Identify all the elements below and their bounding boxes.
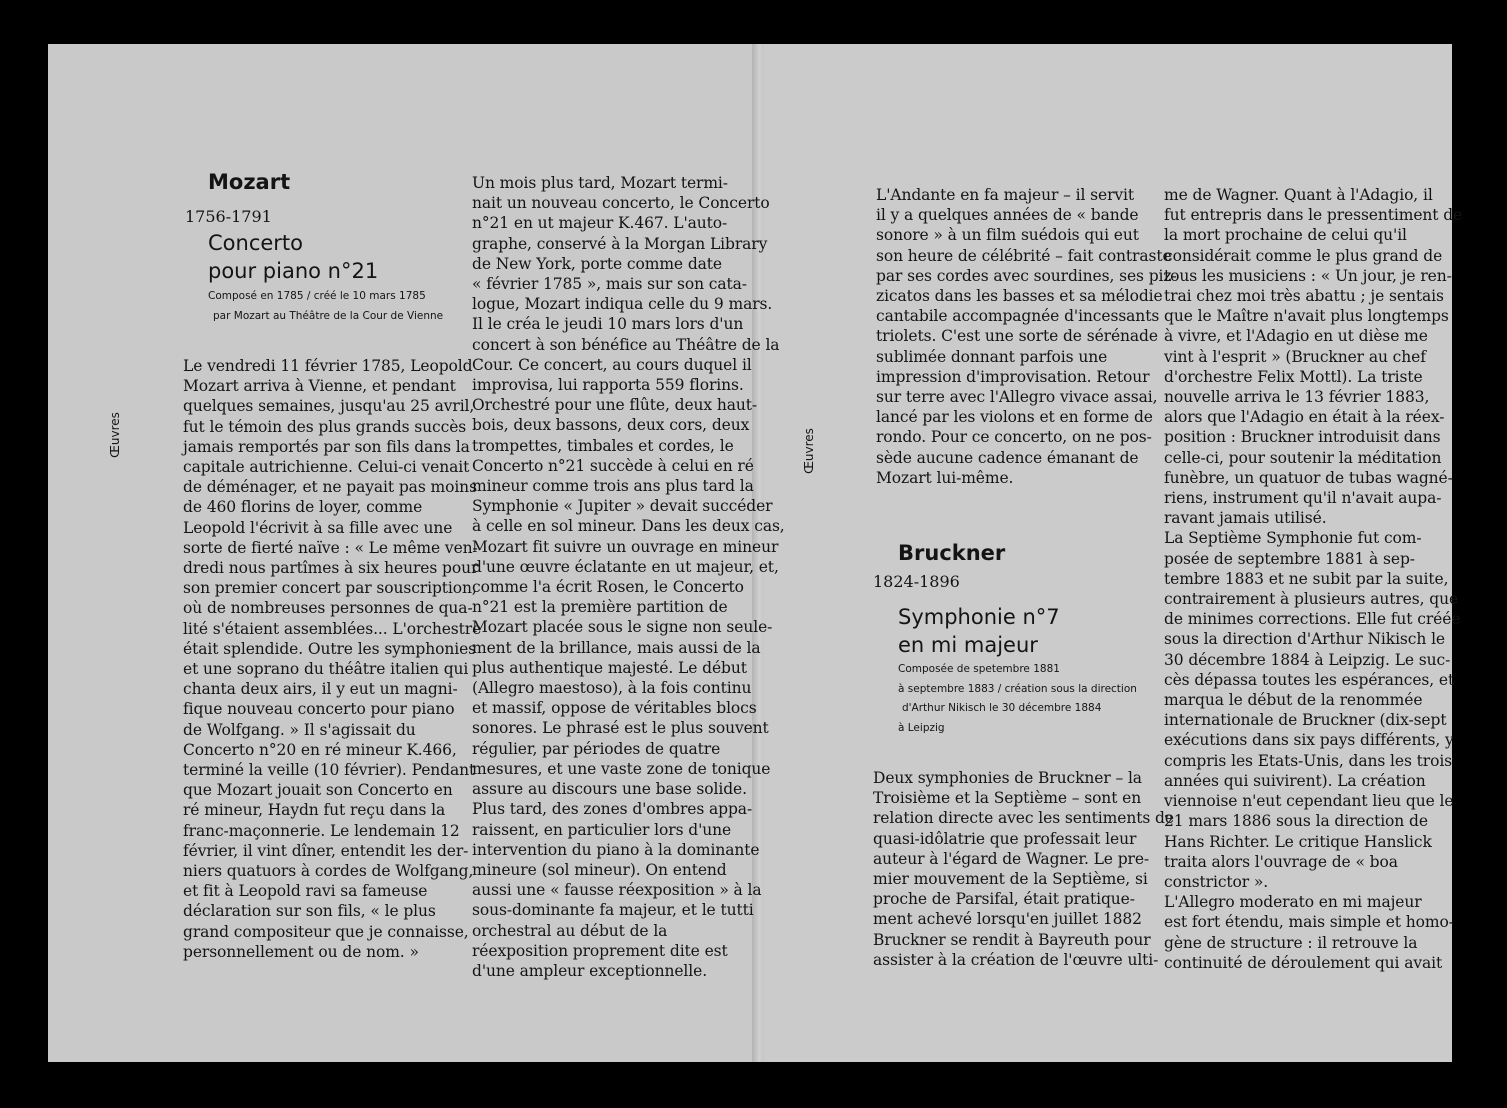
text-line: ré mineur, Haydn fut reçu dans la (183, 801, 446, 820)
text-line: que le Maître n'avait plus longtemps (1164, 307, 1449, 326)
text-line: Plus tard, des zones d'ombres appa- (472, 800, 753, 819)
text-line: mesures, et une vaste zone de tonique (472, 759, 771, 778)
text-line: lancé par les violons et en forme de (876, 408, 1153, 427)
text-line: il y a quelques années de « bande (876, 206, 1139, 225)
text-line: n°21 est la première partition de (472, 598, 728, 617)
text-line: et une soprano du théâtre italien qui (183, 660, 469, 679)
work-info (208, 287, 443, 326)
text-line: proche de Parsifal, était pratique- (873, 890, 1135, 909)
text-line: Mozart placée sous le signe non seule- (472, 618, 773, 637)
work-info-line: à septembre 1883 / création sous la direction (898, 682, 1137, 695)
text-line: Deux symphonies de Bruckner – la (873, 769, 1142, 787)
body-column-left-1 (183, 356, 481, 962)
work-info-line: par Mozart au Théâtre de la Cour de Vienne (213, 309, 444, 322)
text-line: me de Wagner. Quant à l'Adagio, il (1164, 186, 1433, 204)
side-label-oeuvres: Œuvres (801, 428, 816, 474)
text-line: internationale de Bruckner (dix-sept (1164, 711, 1447, 730)
work-info-line: Composée de spetembre 1881 (898, 663, 1060, 675)
text-line: concert à son bénéfice au Théâtre de la (472, 335, 780, 354)
text-line: logue, Mozart indiqua celle du 9 mars. (472, 295, 773, 314)
text-line: cès dépassa toutes les espérances, et (1164, 670, 1455, 689)
text-line: assister à la création de l'œuvre ulti- (873, 950, 1159, 969)
text-line: n°21 en ut majeur K.467. L'auto- (472, 214, 728, 233)
text-line: Il le créa le jeudi 10 mars lors d'un (472, 315, 744, 334)
text-line: lité s'étaient assemblées... L'orchestre (183, 619, 482, 638)
work-title-line: pour piano n°21 (208, 259, 379, 283)
text-line: à celle en sol mineur. Dans les deux cas, (472, 517, 785, 536)
text-line: février, il vint dîner, entendit les der- (183, 841, 469, 860)
composer-name: Bruckner (898, 541, 1006, 565)
text-line: sublimée donnant parfois une (876, 347, 1108, 366)
text-line: nouvelle arriva le 13 février 1883, (1164, 388, 1430, 407)
text-line: grand compositeur que je connaisse, (183, 922, 469, 941)
text-line: était splendide. Outre les symphonies (183, 639, 477, 658)
text-line: Bruckner se rendit à Bayreuth pour (873, 930, 1151, 949)
text-line: ment de la brillance, mais aussi de la (472, 638, 761, 657)
work-title-line: Symphonie n°7 (898, 605, 1060, 629)
composer-name: Mozart (208, 170, 291, 194)
text-line: Hans Richter. Le critique Hanslick (1164, 832, 1432, 851)
text-line: funèbre, un quatuor de tubas wagné- (1164, 468, 1453, 487)
text-line: 21 mars 1886 sous la direction de (1164, 812, 1428, 831)
text-line: ravant jamais utilisé. (1164, 509, 1327, 528)
text-line: position : Bruckner introduisit dans (1164, 428, 1441, 447)
text-line: triolets. C'est une sorte de sérénade (876, 327, 1158, 346)
text-line: constrictor ». (1164, 872, 1269, 891)
text-line: fique nouveau concerto pour piano (183, 700, 455, 719)
text-line: d'une œuvre éclatante en ut majeur, et, (472, 557, 779, 576)
text-line: cantabile accompagnée d'incessants (876, 307, 1160, 326)
text-line: de 460 florins de loyer, comme (183, 498, 423, 517)
text-line: sous la direction d'Arthur Nikisch le (1164, 630, 1446, 649)
text-line: L'Andante en fa majeur – il servit (876, 186, 1135, 204)
work-title (898, 603, 1060, 659)
text-line: dredi nous partîmes à six heures pour (183, 559, 479, 578)
text-line: et massif, oppose de véritables blocs (472, 699, 757, 718)
text-line: mier mouvement de la Septième, si (873, 870, 1148, 889)
text-line: d'une ampleur exceptionnelle. (472, 961, 708, 980)
composer-dates: 1824-1896 (873, 572, 960, 591)
text-line: réexposition proprement dite est (472, 941, 728, 960)
text-line: alors que l'Adagio en était à la réex- (1164, 408, 1445, 427)
text-line: où de nombreuses personnes de qua- (183, 599, 473, 618)
text-line: sède aucune cadence émanant de (876, 448, 1139, 467)
text-line: La Septième Symphonie fut com- (1164, 529, 1422, 548)
text-line: sur terre avec l'Allegro vivace assai, (876, 388, 1158, 407)
composer-dates: 1756-1791 (185, 207, 272, 226)
text-line: fut entrepris dans le pressentiment de (1164, 206, 1463, 225)
text-line: Mozart fit suivre un ouvrage en mineur (472, 537, 779, 556)
text-line: quelques semaines, jusqu'au 25 avril, (183, 397, 475, 416)
text-line: franc-maçonnerie. Le lendemain 12 (183, 821, 460, 840)
work-info-line: d'Arthur Nikisch le 30 décembre 1884 (902, 702, 1102, 714)
text-line: à vivre, et l'Adagio en ut dièse me (1164, 327, 1428, 346)
text-line: terminé la veille (10 février). Pendant (183, 761, 476, 780)
text-line: Concerto n°20 en ré mineur K.466, (183, 740, 457, 759)
body-column-right-1-top (876, 185, 1177, 488)
text-line: comme l'a écrit Rosen, le Concerto (472, 578, 744, 597)
text-line: années qui suivirent). La création (1164, 771, 1426, 790)
text-line: de minimes corrections. Elle fut créée (1164, 610, 1461, 629)
text-line: par ses cordes avec sourdines, ses piz- (876, 266, 1177, 285)
body-column-right-2 (1164, 185, 1462, 973)
text-line: (Allegro maestoso), à la fois continu (472, 679, 752, 698)
text-line: Troisième et la Septième – sont en (873, 789, 1142, 808)
text-line: sous-dominante fa majeur, et le tutti (472, 901, 754, 920)
text-line: est fort étendu, mais simple et homo- (1164, 913, 1454, 932)
text-line: zicatos dans les basses et sa mélodie (876, 287, 1163, 306)
text-line: Le vendredi 11 février 1785, Leopold (183, 357, 473, 375)
text-line: Orchestré pour une flûte, deux haut- (472, 396, 758, 415)
text-line: considérait comme le plus grand de (1164, 246, 1443, 265)
work-title (208, 229, 378, 285)
text-line: celle-ci, pour soutenir la méditation (1164, 448, 1442, 467)
text-line: gène de structure : il retrouve la (1164, 933, 1418, 952)
text-line: sonore » à un film suédois qui eut (876, 226, 1139, 245)
text-line: et fit à Leopold ravi sa fameuse (183, 882, 428, 901)
text-line: mineure (sol mineur). On entend (472, 860, 727, 879)
text-line: nait un nouveau concerto, le Concerto (472, 194, 770, 213)
text-line: sonores. Le phrasé est le plus souvent (472, 719, 769, 738)
text-line: « février 1785 », mais sur son cata- (472, 275, 747, 294)
text-line: Cour. Ce concert, au cours duquel il (472, 355, 752, 374)
text-line: vint à l'esprit » (Bruckner au chef (1164, 347, 1426, 366)
text-line: Concerto n°21 succède à celui en ré (472, 456, 754, 475)
text-line: graphe, conservé à la Morgan Library (472, 234, 768, 253)
text-line: régulier, par périodes de quatre (472, 739, 721, 758)
text-line: fut le témoin des plus grands succès (183, 417, 467, 436)
text-line: de déménager, et ne payait pas moins (183, 478, 477, 497)
text-line: déclaration sur son fils, « le plus (183, 902, 436, 921)
body-column-right-1-bottom (873, 768, 1174, 970)
work-info-line: à Leipzig (898, 721, 945, 734)
text-line: 30 décembre 1884 à Leipzig. Le suc- (1164, 650, 1451, 669)
text-line: jamais remportés par son fils dans la (183, 437, 470, 456)
work-title-line: Concerto (208, 231, 304, 255)
text-line: riens, instrument qu'il n'avait aupa- (1164, 489, 1442, 508)
text-line: son premier concert par souscription, (183, 579, 477, 598)
text-line: Symphonie « Jupiter » devait succéder (472, 497, 773, 516)
work-title-line: en mi majeur (898, 633, 1038, 657)
text-line: improvisa, lui rapporta 559 florins. (472, 376, 744, 395)
text-line: trai chez moi très abattu ; je sentais (1164, 287, 1444, 306)
work-info (898, 660, 1137, 738)
text-line: personnellement ou de nom. » (183, 942, 419, 961)
text-line: relation directe avec les sentiments de (873, 809, 1174, 828)
text-line: rondo. Pour ce concerto, on ne pos- (876, 428, 1152, 447)
text-line: ment achevé lorsqu'en juillet 1882 (873, 910, 1142, 929)
text-line: sorte de fierté naïve : « Le même ven- (183, 538, 478, 557)
body-column-left-2 (472, 173, 785, 981)
text-line: trompettes, timbales et cordes, le (472, 436, 734, 455)
text-line: la mort prochaine de celui qu'il (1164, 226, 1407, 245)
text-line: plus authentique majesté. Le début (472, 658, 747, 677)
text-line: contrairement à plusieurs autres, que (1164, 590, 1459, 609)
text-line: posée de septembre 1881 à sep- (1164, 549, 1415, 568)
text-line: intervention du piano à la dominante (472, 840, 760, 859)
text-line: d'orchestre Felix Mottl). La triste (1164, 367, 1423, 386)
text-line: traita alors l'ouvrage de « boa (1164, 852, 1398, 871)
text-line: tembre 1883 et ne subit par la suite, (1164, 569, 1449, 588)
text-line: mineur comme trois ans plus tard la (472, 477, 754, 496)
text-line: Mozart arriva à Vienne, et pendant (183, 377, 456, 396)
text-line: de Wolfgang. » Il s'agissait du (183, 720, 416, 739)
side-label-oeuvres: Œuvres (107, 412, 122, 458)
text-line: impression d'improvisation. Retour (876, 367, 1150, 386)
text-line: viennoise n'eut cependant lieu que le (1164, 792, 1454, 811)
text-line: assure au discours une base solide. (472, 780, 747, 799)
text-line: Mozart lui-même. (876, 468, 1014, 487)
text-line: bois, deux bassons, deux cors, deux (472, 416, 750, 435)
text-line: raissent, en particulier lors d'une (472, 820, 732, 839)
text-line: capitale autrichienne. Celui-ci venait (183, 458, 470, 477)
text-line: Un mois plus tard, Mozart termi- (472, 174, 728, 192)
work-info-line: Composé en 1785 / créé le 10 mars 1785 (208, 290, 426, 302)
text-line: niers quatuors à cordes de Wolfgang, (183, 862, 474, 881)
text-line: tous les musiciens : « Un jour, je ren- (1164, 266, 1452, 285)
text-line: L'Allegro moderato en mi majeur (1164, 893, 1422, 912)
text-line: marqua le début de la renommée (1164, 691, 1423, 710)
text-line: de New York, porte comme date (472, 254, 722, 273)
text-line: chanta deux airs, il y eut un magni- (183, 680, 458, 699)
text-line: quasi-idôlatrie que professait leur (873, 829, 1137, 848)
text-line: Leopold l'écrivit à sa fille avec une (183, 518, 453, 537)
text-line: son heure de célébrité – fait contraste (876, 246, 1172, 265)
text-line: orchestral au début de la (472, 921, 668, 940)
text-line: exécutions dans six pays différents, y (1164, 731, 1454, 750)
text-line: auteur à l'égard de Wagner. Le pre- (873, 849, 1150, 868)
text-line: compris les Etats-Unis, dans les trois (1164, 751, 1453, 770)
text-line: que Mozart jouait son Concerto en (183, 781, 453, 800)
text-line: aussi une « fausse réexposition » à la (472, 881, 762, 900)
text-line: continuité de déroulement qui avait (1164, 953, 1443, 972)
